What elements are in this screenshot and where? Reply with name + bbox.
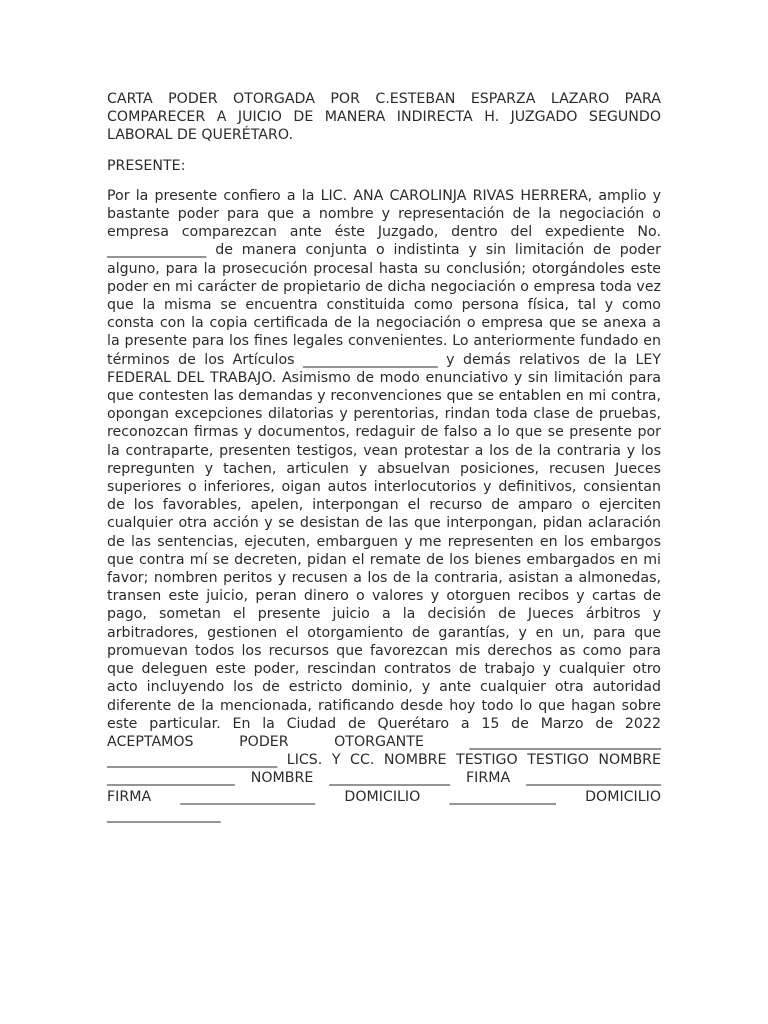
document-page [107,90,661,824]
document-salutation: PRESENTE: [107,157,186,174]
document-body: Por la presente confiero a la LIC. ANA CAROLINJA RIVAS HERRERA, amplio y bastante poder para que a nombre y representación de la negociación o empresa comparezcan ante éste Juzgado, dentro del expediente No. ______________ de manera conjunta o indistinta y sin limitación de poder alguno, para la prosecución procesal hasta su conclusión; otorgándoles este poder en mi carácter de propietario de dicha negociación o empresa toda vez que la misma se encuentra constituida como persona física, tal y como consta con la copia certificada de la negociación o empresa que se anexa a la presente para los fines legales convenientes. Lo anteriormente fundado en términos de los Artículos ___________________ y demás relativos de la LEY FEDERAL DEL TRABAJO. Asimismo de modo enunciativo y sin limitación para que contesten las demandas y reconvenciones que se entablen en mi contra, opongan excepciones dilatorias y perentorias, rindan toda clase de pruebas, reconozcan firmas y documentos, redaguir de falso a lo que se presente por la contraparte, presenten testigos, vean protestar a los de la contraria y los repregunten y tachen, articulen y absuelvan posiciones, recusen Jueces superiores o inferiores, oigan autos interlocutorios y definitivos, consientan de los favorables, apelen, interpongan el recurso de amparo o ejerciten cualquier otra acción y se desistan de las que interpongan, pidan aclaración de las sentencias, ejecuten, embarguen y me representen en los embargos que contra mí se decreten, pidan el remate de los bienes embargados en mi favor; nombren peritos y recusen a los de la contraria, asistan a almonedas, transen este juicio, peran dinero o valores y otorguen recibos y cartas de pago, sometan el presente juicio a la decisión de Jueces árbitros y arbitradores, gestionen el otorgamiento de garantías, y en un, para que promuevan todos los recursos que favorezcan mis derechos as como para que deleguen este poder, rescindan contratos de trabajo y cualquier otro acto incluyendo los de estricto dominio, y ante cualquier otra autoridad diferente de la mencionada, ratificando desde hoy todo lo que hagan sobre este particular. En la Ciudad de Querétaro a 15 de Marzo de 2022 ACEPTAMOS PODER OTORGANTE ___________________________ ________________________ LICS. Y CC. NOMBRE TESTIGO TESTIGO NOMBRE __________________ NOMBRE _________________ FIRMA ___________________ FIRMA ___________________ DOMICILIO _______________ DOMICILIO ________________ [107,187,661,823]
document-heading: CARTA PODER OTORGADA POR C.ESTEBAN ESPARZA LAZARO PARA COMPARECER A JUICIO DE MANERA INDIRECTA H. JUZGADO SEGUNDO LABORAL DE QUERÉTARO. [107,91,661,144]
